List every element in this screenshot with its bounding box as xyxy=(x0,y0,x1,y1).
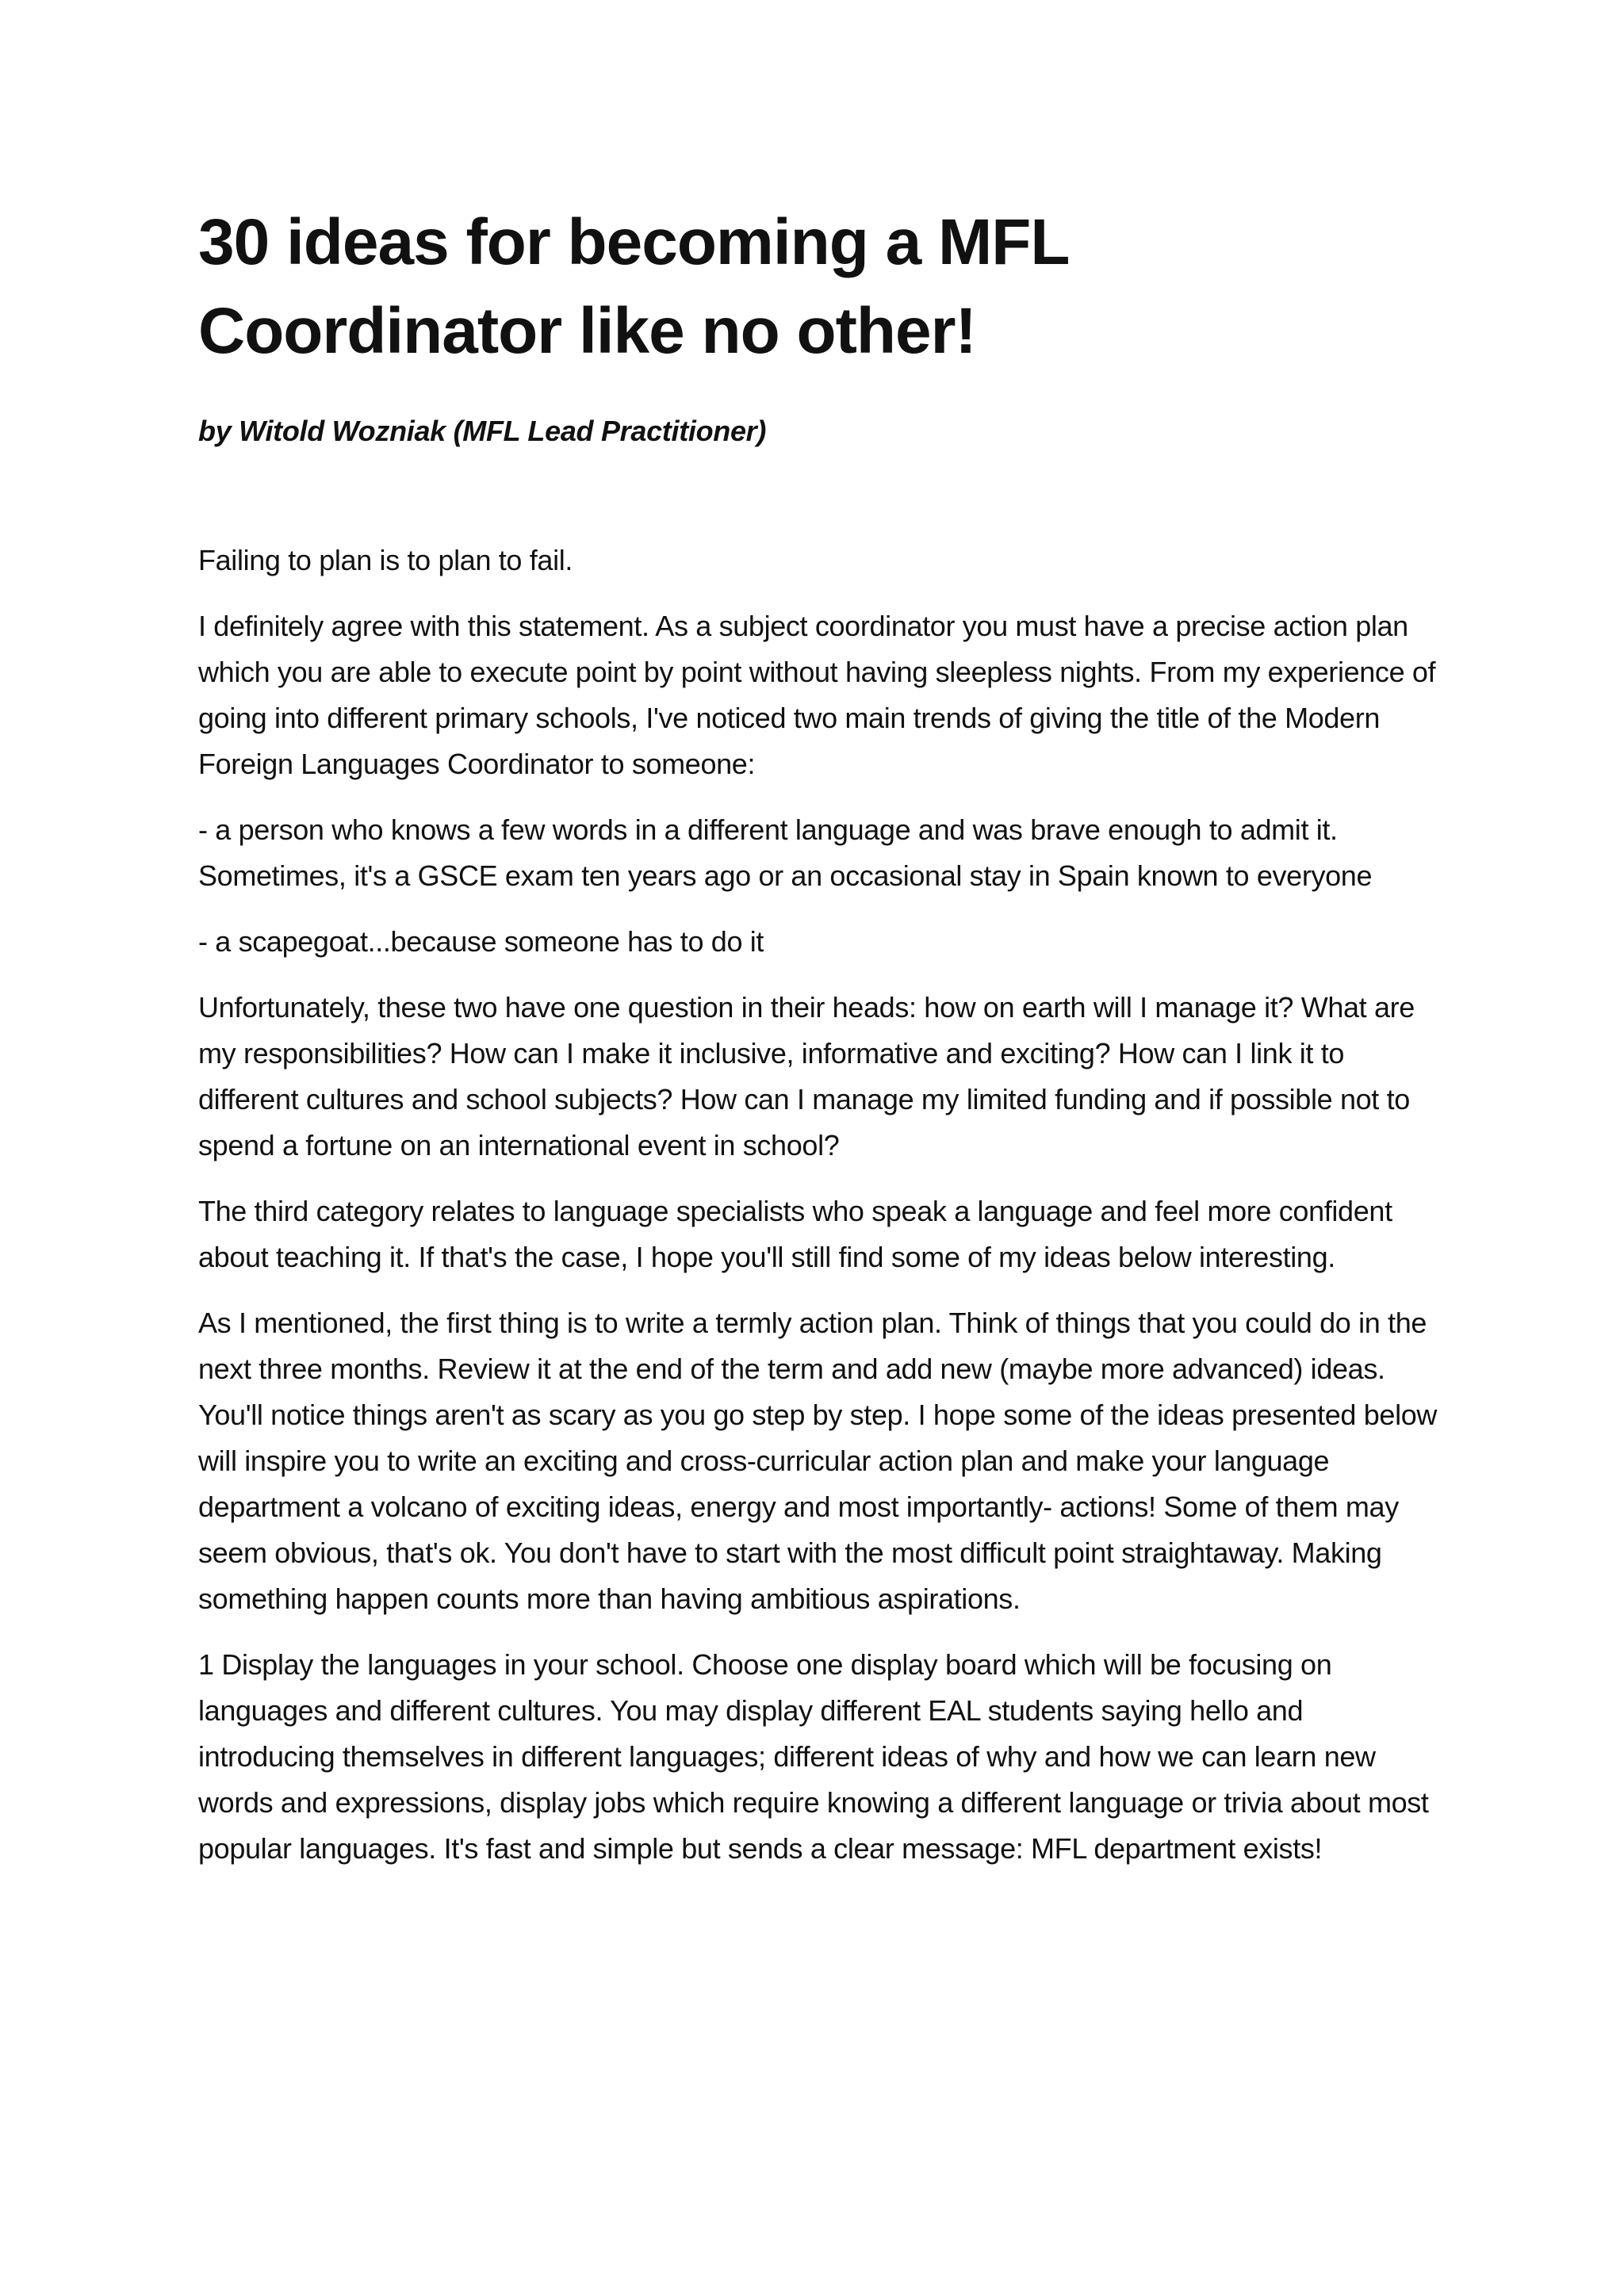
document-content xyxy=(198,198,1445,1892)
paragraph-opening-quote: Failing to plan is to plan to fail. xyxy=(198,544,573,576)
document-title: 30 ideas for becoming a MFL Coordinator like no other! xyxy=(198,206,1068,367)
document-body xyxy=(198,538,1445,1872)
paragraph-third-category: The third category relates to language specialists who speak a language and feel more confident about teaching it. If that's the case, I hope you'll still find some of my ideas below interesting. xyxy=(198,1195,1392,1273)
author-byline: by Witold Wozniak (MFL Lead Practitioner) xyxy=(198,415,767,447)
paragraph-trend-two: - a scapegoat...because someone has to do it xyxy=(198,925,764,958)
paragraph-questions: Unfortunately, these two have one question in their heads: how on earth will I manage it? What are my responsibilities? How can I make it inclusive, informative and exciting? How can I link it to different cultures and school subjects? How can I manage my limited funding and if possible not to spend a fortune on an international event in school? xyxy=(198,991,1415,1161)
paragraph-idea-1: 1 Display the languages in your school. Choose one display board which will be focusing on languages and different cultures. You may display different EAL students saying hello and introducing themselves in different languages; different ideas of why and how we can learn new words and expressions, display jobs which require knowing a different language or trivia about most popular languages. It's fast and simple but sends a clear message: MFL department exists! xyxy=(198,1648,1429,1865)
paragraph-trend-one: - a person who knows a few words in a different language and was brave enough to admit it. Sometimes, it's a GSCE exam ten years ago or an occasional stay in Spain known to everyone xyxy=(198,813,1373,892)
paragraph-intro: I definitely agree with this statement. As a subject coordinator you must have a precise action plan which you are able to execute point by point without having sleepless nights. From my experience of going into different primary schools, I've noticed two main trends of giving the title of the Modern Foreign Languages Coordinator to someone: xyxy=(198,610,1436,780)
paragraph-action-plan: As I mentioned, the first thing is to write a termly action plan. Think of things that you could do in the next three months. Review it at the end of the term and add new (maybe more advanced) ideas. You'll notice things aren't as scary as you go step by step. I hope some of the ideas presented below will inspire you to write an exciting and cross-curricular action plan and make your language department a volcano of exciting ideas, energy and most importantly- actions! Some of them may seem obvious, that's ok. You don't have to start with the most difficult point straightaway. Making something happen counts more than having ambitious aspirations. xyxy=(198,1307,1438,1615)
